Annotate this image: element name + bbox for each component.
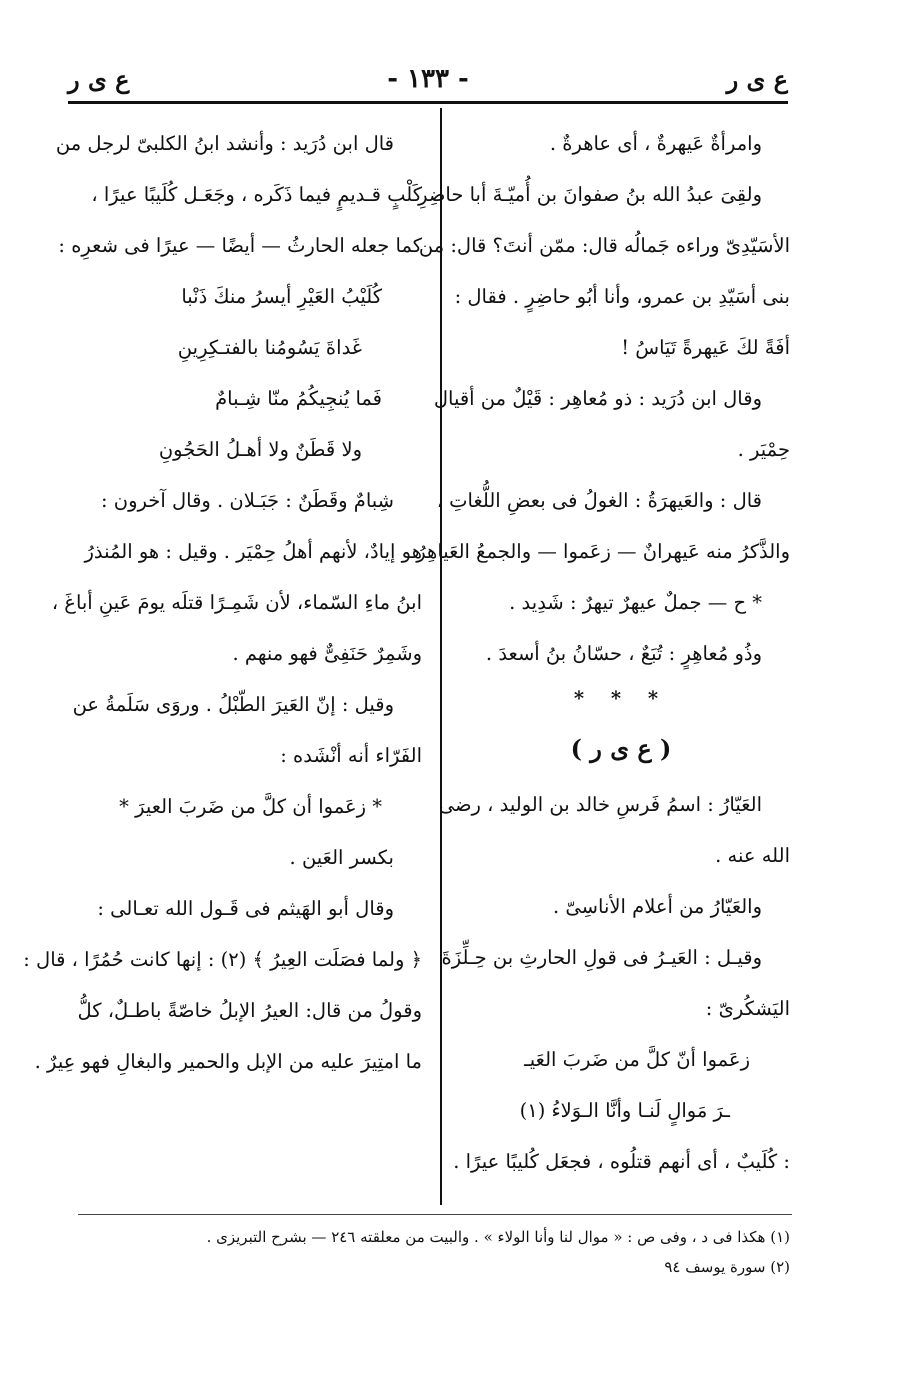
root-heading: ( ع ى ر ) <box>570 734 672 763</box>
column-divider <box>440 108 442 1205</box>
text-line: اليَشكُرىّ : <box>705 997 790 1020</box>
text-line: قال ابن دُرَيد : وأنشد ابنُ الكلبىّ لرجل من <box>55 132 394 155</box>
text-line: حِمْيَر . <box>737 438 790 461</box>
text-line: ﴿ ولما فصَلَت العِيرُ ﴾ (٢) : إنها كانت حُمُرًا ، قال : <box>23 948 422 971</box>
text-line: ما امتِيرَ عليه من الإبل والحمير والبغالِ فهو عِيرٌ . <box>34 1050 422 1073</box>
footnote-2: (٢) سورة يوسف ٩٤ <box>664 1258 790 1276</box>
text-line: * ح — جملٌ عيهرٌ تيهرٌ : شَدِيد . <box>509 591 762 614</box>
text-line: وشَمِرٌ حَنَفِىٌّ فهو منهم . <box>232 642 422 665</box>
section-separator: * * * <box>573 687 669 710</box>
text-line: الأسَيّدِىّ وراءه جَمالُه قال: ممّن أنتَ؟ قال: من <box>418 234 790 257</box>
verse-line: ولا قَطَنٌ ولا أهـلُ الحَجُونِ <box>158 438 362 461</box>
header-rule <box>68 101 788 104</box>
footnotes <box>78 1222 790 1282</box>
text-line: بنى أسَيّدِ بن عمرو، وأنا أبُو حاضِرٍ . فقال : <box>454 285 790 308</box>
page-number: - ١٣٣ - <box>387 64 469 94</box>
text-line: الفَرّاء أنه أنْشَده : <box>280 744 422 767</box>
text-line: بكسر العَين . <box>289 846 394 869</box>
footnote-1: (١) هكذا فى د ، وفى ص : « موال لنا وأنا الولاء » . والبيت من معلقته ٢٤٦ — بشرح التبريزى . <box>206 1228 790 1246</box>
text-line: والذَّكرُ منه عَيهرانٌ — زعَموا — والجمعُ العَياهِرُ <box>416 540 790 563</box>
verse-line: زعَموا أنّ كلَّ من ضَربَ العَيـ <box>524 1048 750 1071</box>
text-line: شِبامٌ وقَطَنٌ : جَبَـلان . وقال آخرون : <box>101 489 394 512</box>
verse-line: فَما يُنجِيكُمُ منّا شِـبامٌ <box>215 387 382 410</box>
header-root-left: ع ى ر <box>68 64 130 94</box>
left-column <box>23 118 422 1087</box>
verse-line: * زعَموا أن كلَّ من ضَربَ العيرَ * <box>119 795 382 818</box>
text-line: العَيّارُ : اسمُ فَرسِ خالد بن الوليد ، رضى <box>438 793 762 816</box>
footnote-rule <box>78 1214 792 1215</box>
right-column <box>416 118 790 1187</box>
text-line: كما جعله الحارثُ — أيضًا — عيرًا فى شعرِه : <box>58 234 422 257</box>
text-line: وقيـل : العَيـرُ فى قولِ الحارثِ بن حِـلِّزَةَ <box>441 946 762 969</box>
text-line: ولقِىَ عبدُ الله بنُ صفوانَ بن أُميّـةَ أبا حاضِرِ <box>418 183 762 206</box>
page-header <box>68 56 788 102</box>
text-line: والعَيّارُ من أعلام الأناسِىّ . <box>553 895 762 918</box>
text-line: : كُلَيبٌ ، أى أنهم قتلُوه ، فجعَل كُليبًا عيرًا . <box>453 1150 790 1173</box>
text-line: كَلْبٍ قـديمٍ فيما ذَكَره ، وجَعَـل كُلَيبًا عيرًا ، <box>91 183 422 206</box>
text-line: الله عنه . <box>715 844 790 867</box>
verse-line: كُلَيْبُ العَيْرِ أيسرُ منكَ ذَنْبا <box>181 285 382 308</box>
text-line: أفَةً لكَ عَيهرةً تَيَاسُ ! <box>621 336 790 359</box>
text-line: ابنُ ماءِ السّماء، لأن شَمِـرًا قتلَه يومَ عَينِ أباغَ ، <box>51 591 422 614</box>
text-line: وقال ابن دُرَيد : ذو مُعاهِر : قَيْلٌ من أقيال <box>433 387 762 410</box>
text-line: وذُو مُعاهِرٍ : تُبَعٌ ، حسّانُ بنُ أسعدَ . <box>485 642 762 665</box>
text-line: وقال أبو الهَيثم فى قَـول الله تعـالى : <box>97 897 394 920</box>
verse-line: غَداةَ يَسُومُنا بالفتـكِرِينِ <box>177 336 362 359</box>
text-line: وامرأةٌ عَيهرةٌ ، أى عاهرةٌ . <box>549 132 762 155</box>
text-line: هو إيادٌ، لأنهم أهلُ حِمْيَر . وقيل : هو المُنذرُ <box>84 540 422 563</box>
text-line: وقيل : إنّ العَيرَ الطّبْلُ . وروَى سَلَمةُ عن <box>72 693 394 716</box>
text-line: وقولُ من قال: العيرُ الإبلُ خاصّةً باطـلٌ، كلُّ <box>77 999 422 1022</box>
verse-line: ـرَ مَوالٍ لَنـا وأنَّا الـوَلاءُ (١) <box>519 1099 730 1122</box>
header-root-right: ع ى ر <box>726 64 788 94</box>
text-line: قال : والعَيهرَةُ : الغولُ فى بعضِ اللُّغاتِ ، <box>436 489 762 512</box>
